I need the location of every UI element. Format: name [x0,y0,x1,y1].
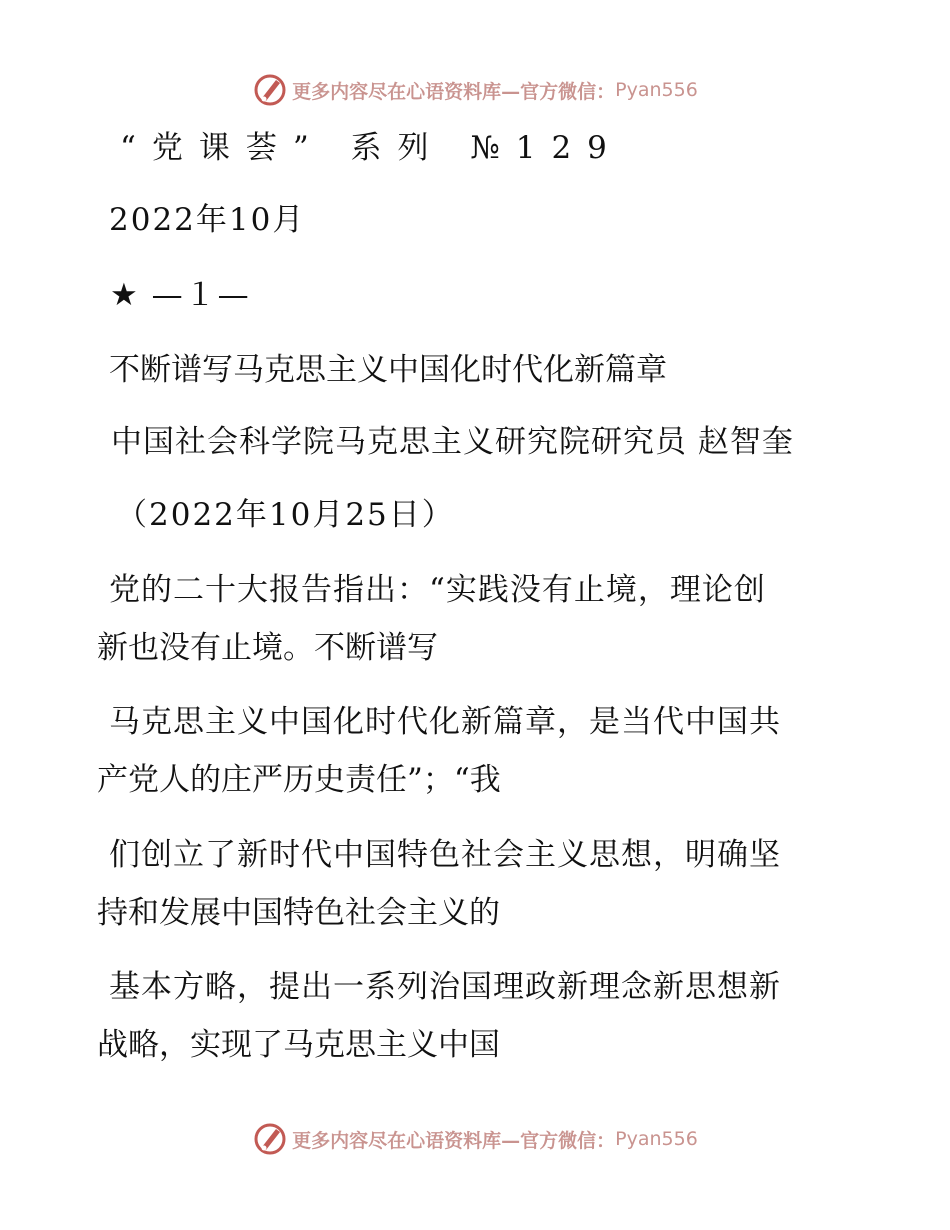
paragraph-line: 基本方略，提出一系列治国理政新理念新思想新 [109,969,781,1005]
paragraph-line: 党的二十大报告指出：“实践没有止境，理论创 [109,572,766,608]
watermark-text: 更多内容尽在心语资料库—官方微信： [292,1129,616,1152]
paragraph-line: 们创立了新时代中国特色社会主义思想，明确坚 [109,837,781,873]
series-line: “党课荟” 系列 №129 [120,130,623,166]
watermark-id: Pyan556 [615,1128,698,1150]
pen-logo-icon [252,1121,288,1157]
watermark-top [0,70,950,110]
paragraph-line: 战略，实现了马克思主义中国 [97,1027,500,1063]
watermark-id: Pyan556 [615,79,698,101]
paragraph-line: 产党人的庄严历史责任”；“我 [97,762,501,798]
paragraph-line: 马克思主义中国化时代化新篇章，是当代中国共 [109,704,781,740]
watermark-bottom [0,1119,950,1159]
section-marker: ★ —１— [110,277,251,313]
watermark-text: 更多内容尽在心语资料库—官方微信： [292,80,616,103]
pen-logo-icon [252,72,288,108]
headline: 不断谱写马克思主义中国化时代化新篇章 [109,352,667,388]
date-line: 2022年10月 [109,202,306,238]
author-line: 中国社会科学院马克思主义研究院研究员 赵智奎 [111,424,794,460]
paragraph-line: 新也没有止境。不断谱写 [97,630,438,666]
publish-date: （2022年10月25日） [116,497,455,533]
paragraph-line: 持和发展中国特色社会主义的 [97,895,500,931]
